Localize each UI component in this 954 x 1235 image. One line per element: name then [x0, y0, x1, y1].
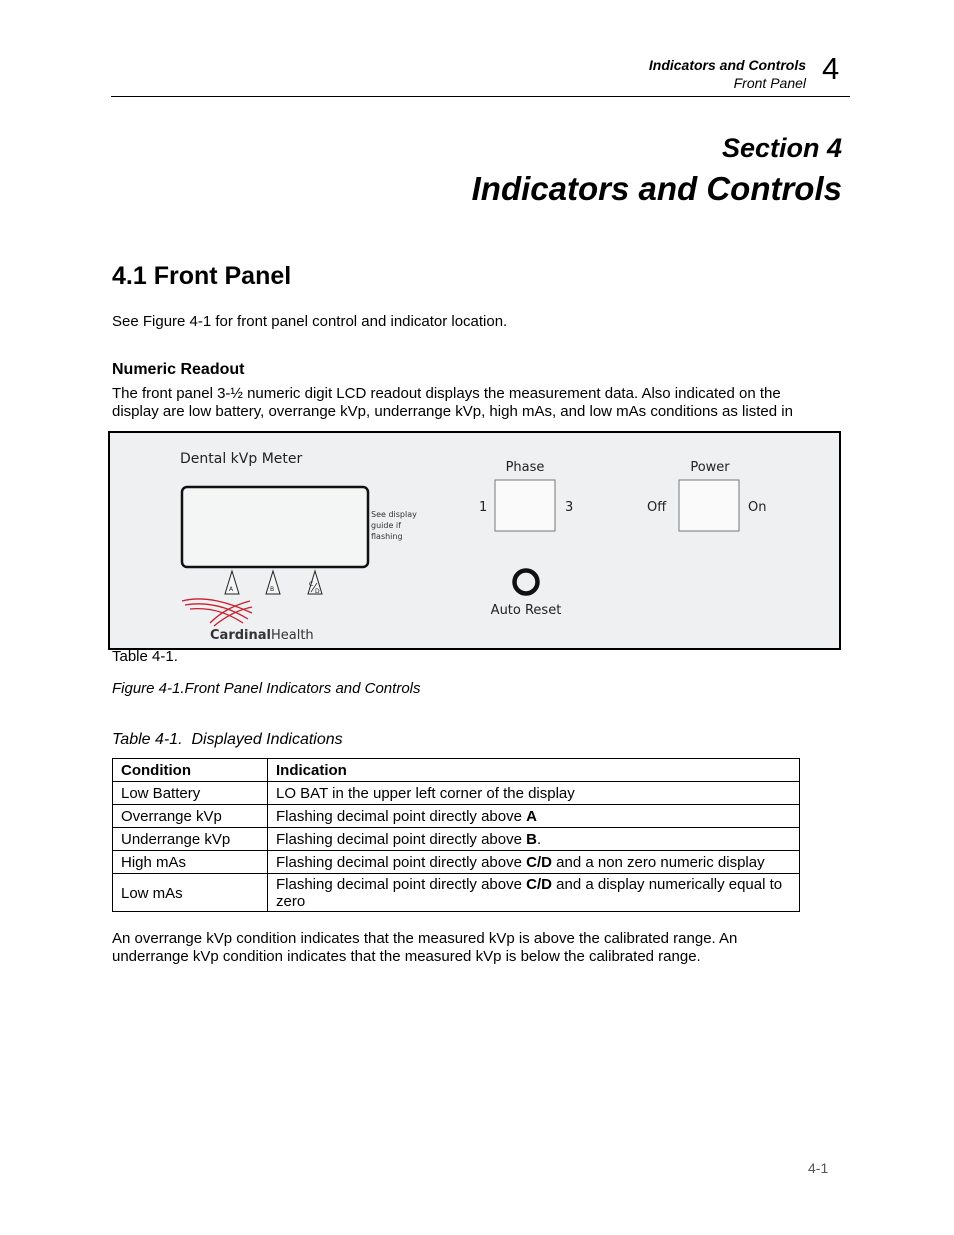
section-title: Indicators and Controls [471, 170, 842, 207]
phase-label: Phase [505, 460, 545, 475]
cell-condition: Underrange kVp [113, 828, 268, 851]
cell-indication: Flashing decimal point directly above C/D and a display numerically equal to zero [268, 874, 800, 912]
header-condition: Condition [113, 759, 268, 782]
auto-reset-button[interactable] [515, 571, 538, 594]
readout-paragraph-line1: The front panel 3-½ numeric digit LCD readout displays the measurement data. Also indicated on the [112, 385, 781, 402]
section-label: Section 4 [721, 133, 842, 163]
logo-text-regular: Health [270, 628, 314, 643]
svg-text:CardinalHealth [210, 628, 314, 643]
indicator-b [266, 571, 280, 594]
cell-condition: Low Battery [113, 782, 268, 805]
power-switch[interactable] [679, 480, 739, 531]
cell-indication: Flashing decimal point directly above A [268, 805, 800, 828]
display-note-line2: guide if [371, 521, 401, 530]
running-header-subtitle: Front Panel [733, 75, 806, 91]
lcd-display [182, 487, 368, 567]
numeric-readout-heading: Numeric Readout [112, 361, 245, 378]
table-header-row [113, 759, 800, 782]
indicator-cd [308, 571, 322, 595]
readout-paragraph-line2: display are low battery, overrange kVp, underrange kVp, high mAs, and low mAs conditions as listed in [112, 403, 793, 420]
subsection-heading: 4.1 Front Panel [112, 262, 292, 290]
device-title: Dental kVp Meter [180, 451, 303, 467]
readout-paragraph-line3: Table 4-1. [112, 648, 178, 665]
table-row [113, 851, 800, 874]
power-on-label: On [748, 500, 767, 515]
page-number: 4-1 [808, 1160, 829, 1176]
displayed-indications-table [112, 758, 800, 912]
auto-reset-label: Auto Reset [490, 603, 562, 618]
front-panel-drawing [110, 433, 839, 648]
front-panel-figure [108, 431, 841, 650]
header-rule [111, 96, 850, 97]
table-caption: Table 4-1. Displayed Indications [112, 731, 343, 748]
display-note-line3: flashing [371, 532, 403, 541]
table-row [113, 782, 800, 805]
indicator-a-label: A [229, 586, 234, 593]
indicator-b-label: B [270, 586, 275, 593]
display-note-line1: See display [371, 510, 417, 519]
cell-condition: Overrange kVp [113, 805, 268, 828]
closing-paragraph-line1: An overrange kVp condition indicates that the measured kVp is above the calibrated range. An [112, 930, 738, 947]
cell-condition: Low mAs [113, 874, 268, 912]
header-indication: Indication [268, 759, 800, 782]
chapter-number: 4 [822, 51, 840, 86]
intro-paragraph: See Figure 4-1 for front panel control and indicator location. [112, 313, 508, 330]
power-off-label: Off [647, 500, 667, 515]
indicator-c-label: C [309, 581, 314, 588]
logo-text-bold: Cardinal [210, 628, 271, 643]
running-header-title: Indicators and Controls [648, 57, 806, 73]
table-row [113, 828, 800, 851]
cardinal-health-logo [182, 599, 314, 643]
table-row [113, 874, 800, 912]
cell-indication: LO BAT in the upper left corner of the display [268, 782, 800, 805]
cell-condition: High mAs [113, 851, 268, 874]
phase-right-label: 3 [565, 500, 574, 515]
cell-indication: Flashing decimal point directly above C/D and a non zero numeric display [268, 851, 800, 874]
cell-indication: Flashing decimal point directly above B. [268, 828, 800, 851]
indicator-d-label: D [315, 588, 320, 595]
table-row [113, 805, 800, 828]
indicator-a [225, 571, 239, 594]
phase-left-label: 1 [479, 500, 488, 515]
closing-paragraph-line2: underrange kVp condition indicates that the measured kVp is below the calibrated range. [112, 948, 701, 965]
power-label: Power [690, 460, 730, 475]
phase-switch[interactable] [495, 480, 555, 531]
figure-caption: Figure 4-1.Front Panel Indicators and Controls [112, 680, 421, 697]
